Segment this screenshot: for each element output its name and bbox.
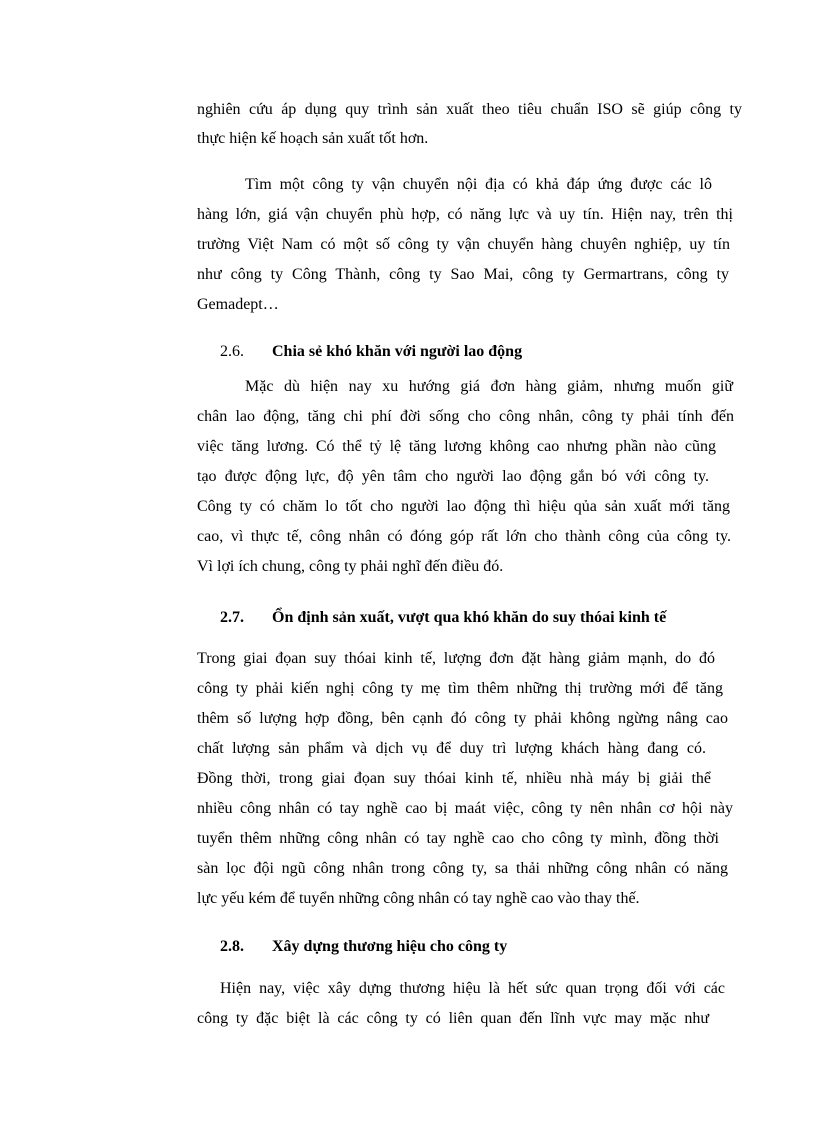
- paragraph-line: nhiều công nhân có tay nghề cao bị maát việc, công ty nên nhân cơ hội này: [197, 800, 733, 817]
- paragraph-line: sàn lọc đội ngũ công nhân trong công ty, sa thải những công nhân có năng: [197, 860, 728, 877]
- paragraph-line: cao, vì thực tế, công nhân có đóng góp rất lớn cho thành công của công ty.: [197, 528, 731, 545]
- paragraph-line: thêm số lượng hợp đồng, bên cạnh đó công ty phải không ngừng nâng cao: [197, 710, 728, 727]
- paragraph-line: tạo được động lực, độ yên tâm cho người lao động gắn bó với công ty.: [197, 468, 709, 485]
- section-heading: Xây dựng thương hiệu cho công ty: [272, 938, 508, 955]
- paragraph-line: nghiên cứu áp dụng quy trình sản xuất theo tiêu chuẩn ISO sẽ giúp công ty: [197, 101, 742, 118]
- paragraph-line: chất lượng sản phẩm và dịch vụ để duy trì lượng khách hàng đang có.: [197, 740, 706, 757]
- paragraph-line: Trong giai đọan suy thóai kinh tế, lượng đơn đặt hàng giảm mạnh, do đó: [197, 650, 715, 667]
- paragraph-line: như công ty Công Thành, công ty Sao Mai, công ty Germartrans, công ty: [197, 266, 729, 283]
- paragraph-line: Mặc dù hiện nay xu hướng giá đơn hàng giảm, nhưng muốn giữ: [245, 378, 733, 395]
- paragraph-line: Hiện nay, việc xây dựng thương hiệu là hết sức quan trọng đối với các: [220, 980, 725, 997]
- paragraph-line: công ty phải kiến nghị công ty mẹ tìm thêm những thị trường mới để tăng: [197, 680, 723, 697]
- paragraph-line: Tìm một công ty vận chuyển nội địa có khả đáp ứng được các lô: [245, 176, 712, 193]
- paragraph-line: Đồng thời, trong giai đọan suy thóai kinh tế, nhiều nhà máy bị giải thể: [197, 770, 711, 787]
- paragraph-line: Gemadept…: [197, 296, 279, 313]
- paragraph-line: lực yếu kém để tuyển những công nhân có tay nghề cao vào thay thế.: [197, 890, 640, 907]
- paragraph-line: Vì lợi ích chung, công ty phải nghĩ đến điều đó.: [197, 558, 504, 575]
- paragraph-line: thực hiện kế hoạch sản xuất tốt hơn.: [197, 130, 429, 147]
- paragraph-line: Công ty có chăm lo tốt cho người lao động thì hiệu qủa sản xuất mới tăng: [197, 498, 730, 515]
- paragraph-line: chân lao động, tăng chi phí đời sống cho công nhân, công ty phải tính đến: [197, 408, 734, 425]
- paragraph-line: công ty đặc biệt là các công ty có liên quan đến lĩnh vực may mặc như: [197, 1010, 709, 1027]
- paragraph-line: tuyển thêm những công nhân có tay nghề cao cho công ty mình, đồng thời: [197, 830, 719, 847]
- section-number: 2.8.: [220, 938, 244, 955]
- paragraph-line: việc tăng lương. Có thể tỷ lệ tăng lương không cao nhưng phần nào cũng: [197, 438, 716, 455]
- paragraph-line: trường Việt Nam có một số công ty vận chuyển hàng chuyên nghiệp, uy tín: [197, 236, 730, 253]
- paragraph-line: hàng lớn, giá vận chuyển phù hợp, có năng lực và uy tín. Hiện nay, trên thị: [197, 206, 733, 223]
- section-heading: Ổn định sản xuất, vượt qua khó khăn do suy thóai kinh tế: [272, 609, 667, 626]
- section-number: 2.7.: [220, 609, 244, 626]
- section-number: 2.6.: [220, 343, 244, 360]
- section-heading: Chia sẻ khó khăn với người lao động: [272, 343, 523, 360]
